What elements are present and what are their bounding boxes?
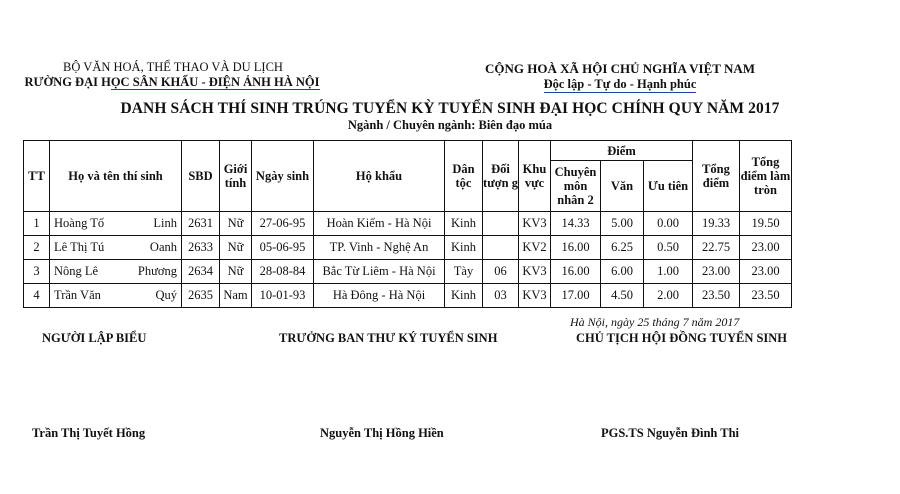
row-sbd: 2633 [182, 236, 220, 260]
row-region: KV3 [519, 212, 551, 236]
row-name [50, 284, 182, 308]
header-total: Tổng điểm [693, 141, 740, 212]
row-bonus: 1.00 [644, 260, 693, 284]
header-region: Khu vực [519, 141, 551, 212]
secretary-name: Nguyễn Thị Hồng Hiền [320, 426, 444, 440]
candidate-first-name: Lê Thị Tú [54, 240, 105, 254]
chair-name: PGS.TS Nguyễn Đình Thi [601, 426, 740, 440]
header-name: Họ và tên thí sinh [50, 141, 182, 212]
row-ethnic: Tày [445, 260, 483, 284]
candidate-last-name: Oanh [149, 240, 177, 254]
row-priority [483, 236, 519, 260]
row-major: 16.00 [551, 260, 601, 284]
row-hometown: Hà Đông - Hà Nội [314, 284, 445, 308]
candidate-name [50, 264, 181, 279]
row-hometown: Hoàn Kiếm - Hà Nội [314, 212, 445, 236]
row-lit: 4.50 [601, 284, 644, 308]
row-ethnic: Kinh [445, 212, 483, 236]
row-priority [483, 212, 519, 236]
header-sbd: SBD [182, 141, 220, 212]
school-name-rest: ỌC SÂN KHẤU - ĐIỆN ẢNH HÀ NỘI [110, 75, 320, 89]
row-priority: 03 [483, 284, 519, 308]
header-dob: Ngày sinh [252, 141, 314, 212]
row-hometown: Bắc Từ Liêm - Hà Nội [314, 260, 445, 284]
table-row [24, 212, 792, 236]
row-region: KV2 [519, 236, 551, 260]
row-bonus: 2.00 [644, 284, 693, 308]
country-name: CỘNG HOÀ XÃ HỘI CHỦ NGHĨA VIỆT NAM [484, 61, 756, 76]
candidate-last-name: Linh [153, 216, 177, 230]
row-tt: 4 [24, 284, 50, 308]
chair-title: CHỦ TỊCH HỘI ĐỒNG TUYỂN SINH [576, 331, 788, 345]
row-dob: 05-06-95 [252, 236, 314, 260]
table-row [24, 260, 792, 284]
row-gender: Nữ [220, 236, 252, 260]
row-lit: 6.00 [601, 260, 644, 284]
preparer-title: NGƯỜI LẬP BIỂU [42, 331, 147, 345]
header-major: Chuyên môn nhân 2 [551, 161, 601, 212]
preparer-name: Trần Thị Tuyết Hồng [32, 426, 146, 440]
candidate-name [50, 240, 181, 255]
header-tt: TT [24, 141, 50, 212]
header-ethnic: Dân tộc [445, 141, 483, 212]
candidate-last-name: Quý [155, 288, 177, 302]
row-dob: 10-01-93 [252, 284, 314, 308]
header-lit: Văn [601, 161, 644, 212]
row-ethnic: Kinh [445, 284, 483, 308]
header-priority: Đối tượn g [483, 141, 519, 212]
candidate-name [50, 216, 181, 231]
row-major: 14.33 [551, 212, 601, 236]
row-rounded: 23.50 [740, 284, 792, 308]
row-total: 23.50 [693, 284, 740, 308]
row-total: 22.75 [693, 236, 740, 260]
header-gender: Giới tính [220, 141, 252, 212]
row-lit: 6.25 [601, 236, 644, 260]
row-tt: 1 [24, 212, 50, 236]
row-gender: Nam [220, 284, 252, 308]
row-dob: 27-06-95 [252, 212, 314, 236]
candidate-table [23, 140, 792, 308]
row-rounded: 19.50 [740, 212, 792, 236]
row-region: KV3 [519, 284, 551, 308]
candidate-first-name: Hoàng Tố [54, 216, 105, 230]
row-hometown: TP. Vinh - Nghệ An [314, 236, 445, 260]
header-bonus: Ưu tiên [644, 161, 693, 212]
date-line: Hà Nội, ngày 25 tháng 7 năm 2017 [570, 315, 740, 329]
national-motto [470, 77, 770, 92]
row-name [50, 236, 182, 260]
row-region: KV3 [519, 260, 551, 284]
row-sbd: 2634 [182, 260, 220, 284]
row-name [50, 260, 182, 284]
row-major: 17.00 [551, 284, 601, 308]
row-tt: 3 [24, 260, 50, 284]
ministry-name: BỘ VĂN HOÁ, THỂ THAO VÀ DU LỊCH [63, 60, 283, 74]
candidate-first-name: Trần Văn [54, 288, 101, 302]
table-row [24, 284, 792, 308]
header-rounded: Tổng điểm làm tròn [740, 141, 792, 212]
secretary-title: TRƯỞNG BAN THƯ KÝ TUYỂN SINH [279, 331, 498, 345]
row-gender: Nữ [220, 260, 252, 284]
row-name [50, 212, 182, 236]
row-total: 19.33 [693, 212, 740, 236]
school-name-prefix: RƯỜNG ĐẠI H [24, 75, 111, 89]
candidate-last-name: Phương [137, 264, 177, 278]
header-score-group: Điểm [551, 141, 693, 161]
candidate-first-name: Nông Lê [54, 264, 99, 278]
row-priority: 06 [483, 260, 519, 284]
school-name [22, 75, 322, 90]
document-title: DANH SÁCH THÍ SINH TRÚNG TUYỂN KỲ TUYỂN SINH ĐẠI HỌC CHÍNH QUY NĂM 2017 [120, 100, 780, 117]
row-bonus: 0.50 [644, 236, 693, 260]
row-rounded: 23.00 [740, 260, 792, 284]
row-sbd: 2631 [182, 212, 220, 236]
header-hometown: Hộ khẩu [314, 141, 445, 212]
row-ethnic: Kinh [445, 236, 483, 260]
row-sbd: 2635 [182, 284, 220, 308]
candidate-name [50, 288, 181, 303]
row-tt: 2 [24, 236, 50, 260]
document-subtitle: Ngành / Chuyên ngành: Biên đạo múa [347, 118, 553, 132]
row-gender: Nữ [220, 212, 252, 236]
row-lit: 5.00 [601, 212, 644, 236]
row-rounded: 23.00 [740, 236, 792, 260]
national-motto-text: Độc lập - Tự do - Hạnh phúc [543, 77, 697, 91]
row-total: 23.00 [693, 260, 740, 284]
row-major: 16.00 [551, 236, 601, 260]
row-dob: 28-08-84 [252, 260, 314, 284]
row-bonus: 0.00 [644, 212, 693, 236]
table-row [24, 236, 792, 260]
